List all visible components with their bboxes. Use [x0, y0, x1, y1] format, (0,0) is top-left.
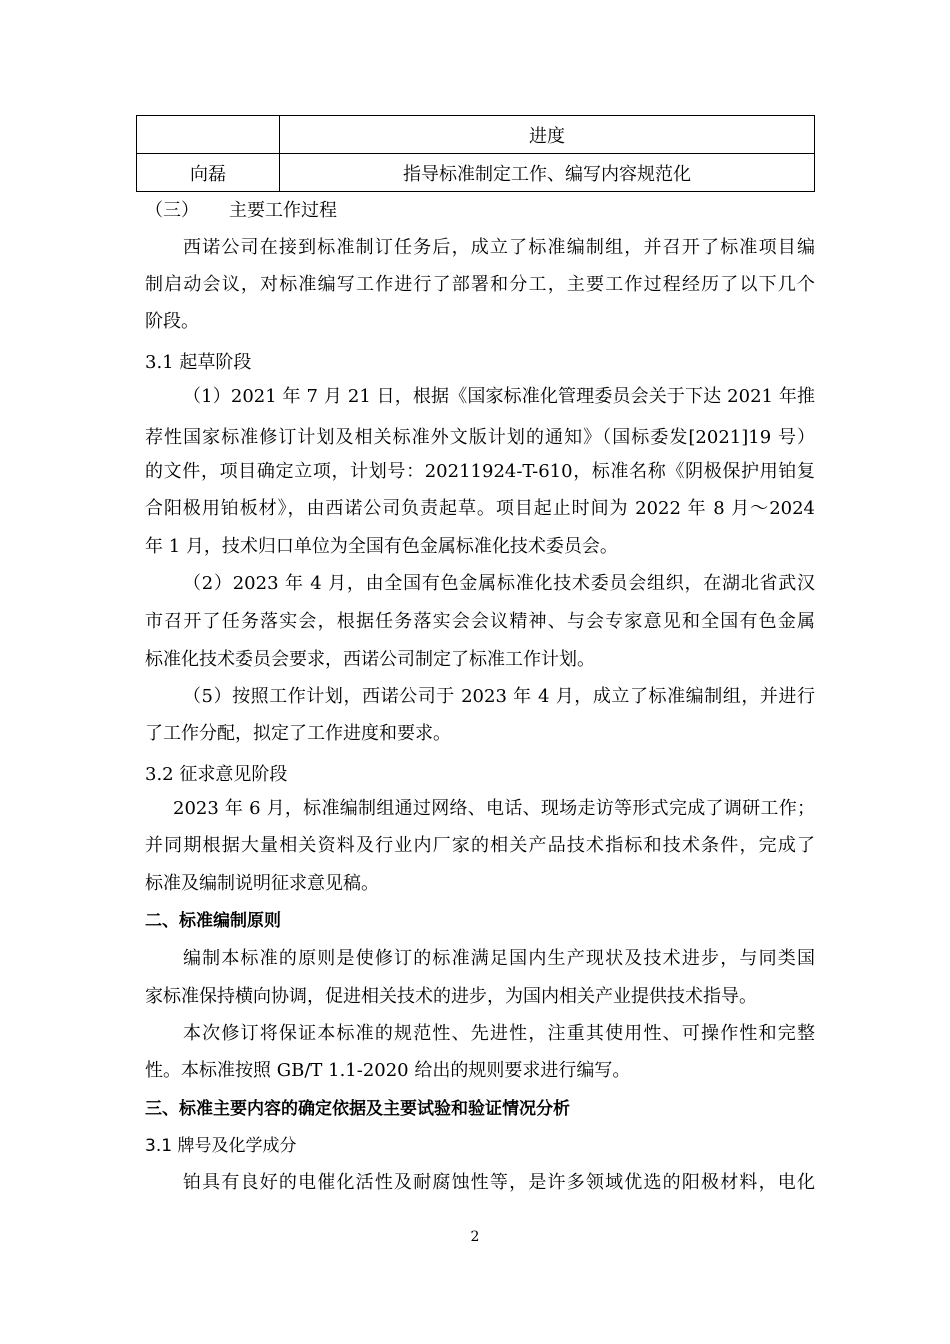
paragraph-line: （5）按照工作计划，西诺公司于 2023 年 4 月，成立了标准编制组，并进行 [183, 686, 815, 707]
paragraph-line: 铂具有良好的电催化活性及耐腐蚀性等，是许多领域优选的阳极材料，电化 [183, 1172, 815, 1193]
table-cell-name [137, 116, 280, 154]
paragraph-line: 2023 年 6 月，标准编制组通过网络、电话、现场走访等形式完成了调研工作； [173, 798, 815, 819]
part-title: 二、标准编制原则 [145, 911, 281, 931]
table-row [137, 116, 815, 154]
part-title: 三、标准主要内容的确定依据及主要试验和验证情况分析 [145, 1099, 570, 1119]
paragraph-line: 标准化技术委员会要求，西诺公司制定了标准工作计划。 [145, 649, 595, 670]
table-cell-content: 进度 [280, 116, 815, 154]
paragraph-line: 的文件，项目确定立项，计划号：20211924-T-610，标准名称《阴极保护用铂复 [145, 461, 815, 482]
paragraph-line: 了工作分配，拟定了工作进度和要求。 [145, 723, 451, 744]
table-cell-name: 向磊 [137, 154, 280, 192]
paragraph-line: （1）2021 年 7 月 21 日，根据《国家标准化管理委员会关于下达 2021 年推 [183, 386, 815, 407]
paragraph-line: 性。本标准按照 GB/T 1.1-2020 给出的规则要求进行编写。 [145, 1060, 631, 1081]
subsection-title: 3.1 牌号及化学成分 [145, 1136, 297, 1156]
section-title: 主要工作过程 [229, 200, 337, 221]
paragraph-line: 家标准保持横向协调，促进相关技术的进步，为国内相关产业提供技术指导。 [145, 986, 757, 1007]
table-cell-content: 指导标准制定工作、编写内容规范化 [280, 154, 815, 192]
subsection-title: 3.1 起草阶段 [145, 352, 252, 373]
paragraph-line: 年 1 月，技术归口单位为全国有色金属标准化技术委员会。 [145, 536, 618, 557]
paragraph-line: 制启动会议，对标准编写工作进行了部署和分工，主要工作过程经历了以下几个 [145, 274, 815, 295]
paragraph-line: 编制本标准的原则是使修订的标准满足国内生产现状及技术进步，与同类国 [183, 948, 815, 969]
paragraph-line: 并同期根据大量相关资料及行业内厂家的相关产品技术指标和技术条件，完成了 [145, 835, 815, 856]
paragraph-line: 市召开了任务落实会，根据任务落实会会议精神、与会专家意见和全国有色金属 [145, 611, 815, 632]
paragraph-line: 阶段。 [145, 311, 199, 332]
staff-table [136, 115, 815, 192]
paragraph-line: 标准及编制说明征求意见稿。 [145, 873, 379, 894]
section-heading [145, 199, 815, 223]
subsection-title: 3.2 征求意见阶段 [145, 764, 288, 785]
paragraph-line: 西诺公司在接到标准制订任务后，成立了标准编制组，并召开了标准项目编 [183, 237, 815, 258]
section-number: （三） [145, 200, 199, 221]
paragraph-line: （2）2023 年 4 月，由全国有色金属标准化技术委员会组织，在湖北省武汉 [183, 573, 815, 594]
table-row [137, 154, 815, 192]
paragraph-line: 合阳极用铂板材》，由西诺公司负责起草。项目起止时间为 2022 年 8 月～2024 [145, 498, 815, 519]
paragraph-line: 荐性国家标准修订计划及相关标准外文版计划的通知》（国标委发[2021]19 号） [145, 427, 815, 448]
paragraph-line: 本次修订将保证本标准的规范性、先进性，注重其使用性、可操作性和完整 [183, 1023, 815, 1044]
page-number: 2 [470, 1229, 480, 1245]
